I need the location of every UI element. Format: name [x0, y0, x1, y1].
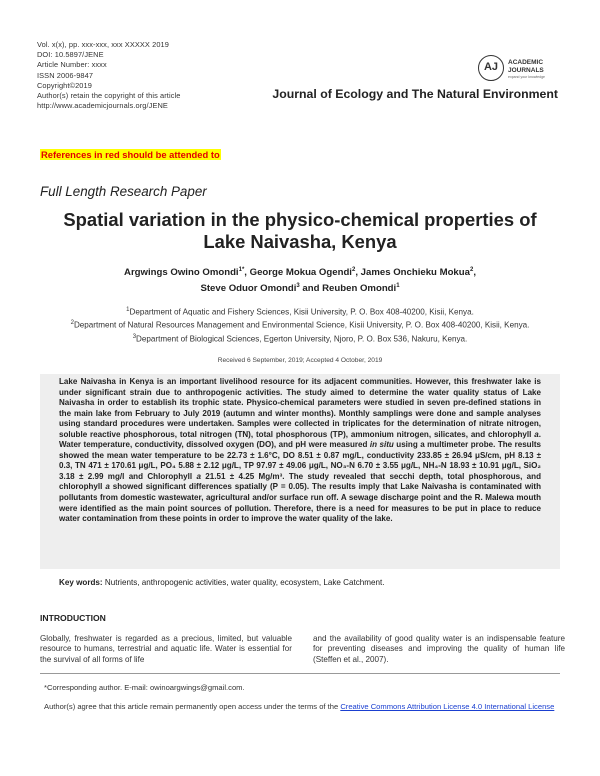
affiliation-2 [40, 318, 560, 331]
affiliation-2-text: Department of Natural Resources Management and Environmental Science, Kisii University, P. O. Box 408-40200, Kisii, Kenya. [73, 321, 530, 331]
abstract-italic-a-3: a [105, 482, 110, 492]
author-1: Argwings Owino Omondi [124, 267, 239, 279]
abstract-part-4: 21.51 ± 4.25 Mg/m³. The study revealed that secchi depth, total phosphorous, and chlorophyll [59, 471, 541, 492]
affiliation-3 [40, 332, 560, 345]
corresponding-author: *Corresponding author. E-mail: owinoargwings@gmail.com. [44, 683, 245, 692]
corresponding-mark: * [241, 267, 245, 273]
issn-line: ISSN 2006-9847 [37, 70, 94, 80]
abstract-italic-a-1: a [534, 429, 539, 439]
logo-wordmark [508, 59, 544, 75]
author-2-sup: 2 [351, 267, 356, 273]
references-notice: References in red should be attended to [41, 149, 220, 160]
affiliation-1-text: Department of Aquatic and Fishery Sciences, Kisii University, P. O. Box 408-40200, Kisii, Kenya. [129, 307, 474, 317]
introduction-column-1: Globally, freshwater is regarded as a precious, limited, but valuable resource to humans, terrestrial and aquatic life. Water is essential for the survival of all forms of life [40, 634, 292, 664]
journal-name: Journal of Ecology and The Natural Environment [272, 87, 558, 101]
article-metadata [37, 40, 180, 111]
author-5-sup: 1 [396, 282, 400, 289]
introduction-column-2: and the availability of good quality water is an indispensable feature for preventing diseases and improving the quality of human life (Steffen et al., 2007). [313, 634, 565, 664]
affiliation-3-text: Department of Biological Sciences, Egerton University, Njoro, P. O. Box 536, Nakuru, Kenya. [136, 334, 468, 344]
affiliation-1 [40, 305, 560, 318]
author-3: , James Onchieku Mokua [355, 267, 470, 279]
keywords [59, 578, 385, 587]
received-accepted-dates: Received 6 September, 2019; Accepted 4 October, 2019 [217, 357, 383, 364]
logo-line-2: JOURNALS [508, 67, 544, 74]
author-4-sup: 3 [296, 282, 300, 289]
author-5: and Reuben Omondi [299, 282, 397, 294]
doi-line: DOI: 10.5897/JENE [37, 50, 104, 60]
journal-url[interactable]: http://www.academicjournals.org/JENE [37, 101, 168, 111]
author-2: , George Mokua Ogendi [244, 267, 352, 279]
license-note [44, 702, 560, 713]
publisher-logo [478, 55, 568, 85]
article-number-line: Article Number: xxxx [37, 60, 107, 70]
introduction-heading: INTRODUCTION [40, 613, 106, 623]
copyright-line: Copyright©2019 [37, 80, 92, 90]
license-text: Author(s) agree that this article remain permanently open access under the terms of the [44, 702, 341, 711]
abstract-part-5: showed significant differences spatially (P = 0.05). The results imply that Lake Naivasha is contaminated with pollutants from domestic wastewater, agricultural and/or surface run off. A sewage discharge point and the R. Malewa mouth were identified as the main point sources of pollution. Therefore, there is a need for measures to be put in place to reduce water contamination from these points in order to improve the water quality of the lake. [59, 482, 541, 524]
paper-type: Full Length Research Paper [40, 184, 207, 199]
volume-line: Vol. x(x), pp. xxx-xxx, xxx XXXXX 2019 [37, 40, 169, 49]
affiliations [40, 305, 560, 345]
rights-line: Author(s) retain the copyright of this article [37, 91, 181, 101]
paper-title: Spatial variation in the physico-chemical properties of Lake Naivasha, Kenya [63, 209, 537, 252]
logo-tagline: expand your knowledge [508, 75, 545, 79]
logo-mark: AJ [478, 55, 504, 81]
keywords-label: Key words: [59, 578, 103, 587]
abstract-part-2: . Water temperature, conductivity, dissolved oxygen (DO), and pH were measured [59, 429, 541, 450]
keywords-text: Nutrients, anthropogenic activities, water quality, ecosystem, Lake Catchment. [102, 578, 385, 587]
abstract-box [40, 374, 560, 569]
abstract-in-situ: in situ [369, 440, 394, 450]
author-sep: , [473, 267, 476, 279]
footnote-divider [40, 673, 560, 674]
affiliation-3-sup: 3 [132, 333, 137, 340]
abstract-text [59, 377, 541, 525]
abstract-italic-a-2: a [196, 471, 201, 481]
logo-line-1: ACADEMIC [508, 59, 544, 66]
author-4: Steve Oduor Omondi [200, 282, 297, 294]
author-3-sup: 2 [469, 267, 474, 273]
author-1-sup: 1 [238, 267, 242, 273]
author-list [40, 264, 560, 295]
abstract-part-1: Lake Naivasha in Kenya is an important livelihood resource for its adjacent communities. However, this freshwater lake is under significant strain due to anthropogenic activities. The study aimed to determine the water quality status of Lake Naivasha in order to establish its trophic state. Physico-chemical parameters were studied in seven pre-defined stations in the main lake from February to July 2019 (autumn and winter months). Monthly samplings were done and sample analyses using standard procedures were undertaken. Samples were collected in triplicates for the determination of nitrate nitrogen, soluble reactive phosphorous, total nitrogen (TN), total phosphorous (TP), ammonium nitrogen, silicates, and chlorophyll [59, 377, 541, 439]
affiliation-1-sup: 1 [126, 307, 130, 313]
abstract-part-3: using a multimeter probe. The results showed the mean water temperature to be 22.73 ± 1.6°C, DO 8.51 ± 0.87 mg/L, conductivity 233.85 ± 26.94 μS/cm, pH 8.13 ± 0.3, TN 471 ± 170.61 μg/L, PO₄ 5.88 ± 2.12 μg/L, TP 97.97 ± 49.06 μg/L, NO₃-N 6.70 ± 3.55 μg/L, NH₄-N 18.93 ± 10.91 μg/L, SiO₂ 3.18 ± 2.99 mg/l and Chlorophyll [59, 440, 541, 481]
affiliation-2-sup: 2 [70, 320, 74, 327]
license-link[interactable]: Creative Commons Attribution License 4.0 International License [340, 702, 555, 711]
